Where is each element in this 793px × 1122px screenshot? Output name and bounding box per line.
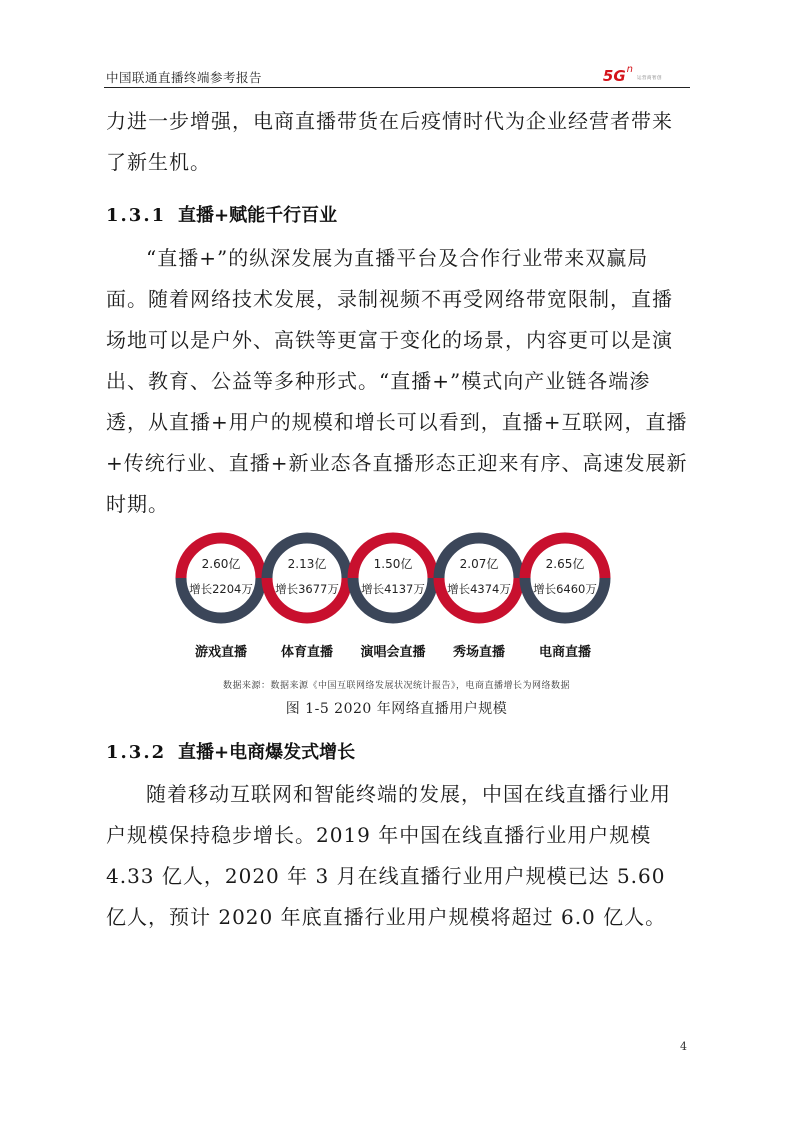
section-heading-1-3-1 bbox=[106, 201, 337, 227]
logo-superscript: n bbox=[626, 64, 633, 75]
ring-value-label: 1.50亿 bbox=[373, 557, 413, 571]
figure-source-note: 数据来源：数据来源《中国互联网络发展状况统计报告》，电商直播增长为网络数据 bbox=[222, 681, 570, 691]
section-number: 1.3.1 bbox=[106, 205, 167, 226]
user-scale-ring-chart bbox=[0, 522, 793, 672]
ring-growth-label: 增长2204万 bbox=[189, 582, 253, 596]
ring-value-label: 2.65亿 bbox=[545, 557, 585, 571]
page-header bbox=[104, 62, 690, 88]
ring-category-label: 秀场直播 bbox=[452, 645, 506, 660]
header-title: 中国联通直播终端参考报告 bbox=[106, 70, 263, 85]
ring-value-label: 2.07亿 bbox=[459, 557, 499, 571]
section-title: 直播+赋能千行百业 bbox=[178, 205, 338, 226]
ring-value-label: 2.60亿 bbox=[201, 557, 241, 571]
section-title: 直播+电商爆发式增长 bbox=[178, 742, 356, 763]
ring-category-label: 体育直播 bbox=[280, 645, 334, 660]
ring-growth-label: 增长6460万 bbox=[533, 582, 597, 596]
intro-paragraph: 力进一步增强，电商直播带货在后疫情时代为企业经营者带来了新生机。 bbox=[106, 109, 673, 174]
logo-subtitle: 运营商智创 bbox=[637, 76, 662, 81]
ring-value-label: 2.13亿 bbox=[287, 557, 327, 571]
section-number: 1.3.2 bbox=[106, 742, 167, 763]
ring-growth-label: 增长4374万 bbox=[447, 582, 511, 596]
page-number: 4 bbox=[680, 1040, 687, 1053]
ring-category-label: 游戏直播 bbox=[194, 645, 248, 660]
ring-category-label: 电商直播 bbox=[538, 645, 592, 660]
ring-growth-label: 增长4137万 bbox=[361, 582, 425, 596]
figure-caption: 图 1-5 2020 年网络直播用户规模 bbox=[285, 701, 508, 717]
section-1-3-1-body: “直播+”的纵深发展为直播平台及合作行业带来双赢局面。随着网络技术发展，录制视频不再受网络带宽限制，直播场地可以是户外、高铁等更富于变化的场景，内容更可以是演出、教育、公益等多种形式。“直播+”模式向产业链各端渗透，从直播+用户的规模和增长可以看到，直播+互联网，直播+传统行业、直播+新业态各直播形态正迎来有序、高速发展新时期。 bbox=[106, 246, 688, 516]
section-heading-1-3-2 bbox=[106, 738, 355, 764]
ring-growth-label: 增长3677万 bbox=[275, 582, 339, 596]
section-1-3-2-body: 随着移动互联网和智能终端的发展，中国在线直播行业用户规模保持稳步增长。2019 年中国在线直播行业用户规模 4.33 亿人，2020 年 3 月在线直播行业用户规模已达 5.60 亿人，预计 2020 年底直播行业用户规模将超过 6.0 亿人。 bbox=[106, 782, 671, 929]
ring-chart-svg bbox=[0, 522, 793, 672]
brand-logo bbox=[603, 62, 662, 84]
ring-category-label: 演唱会直播 bbox=[360, 645, 426, 660]
logo-5g-text: 5G bbox=[602, 67, 626, 85]
